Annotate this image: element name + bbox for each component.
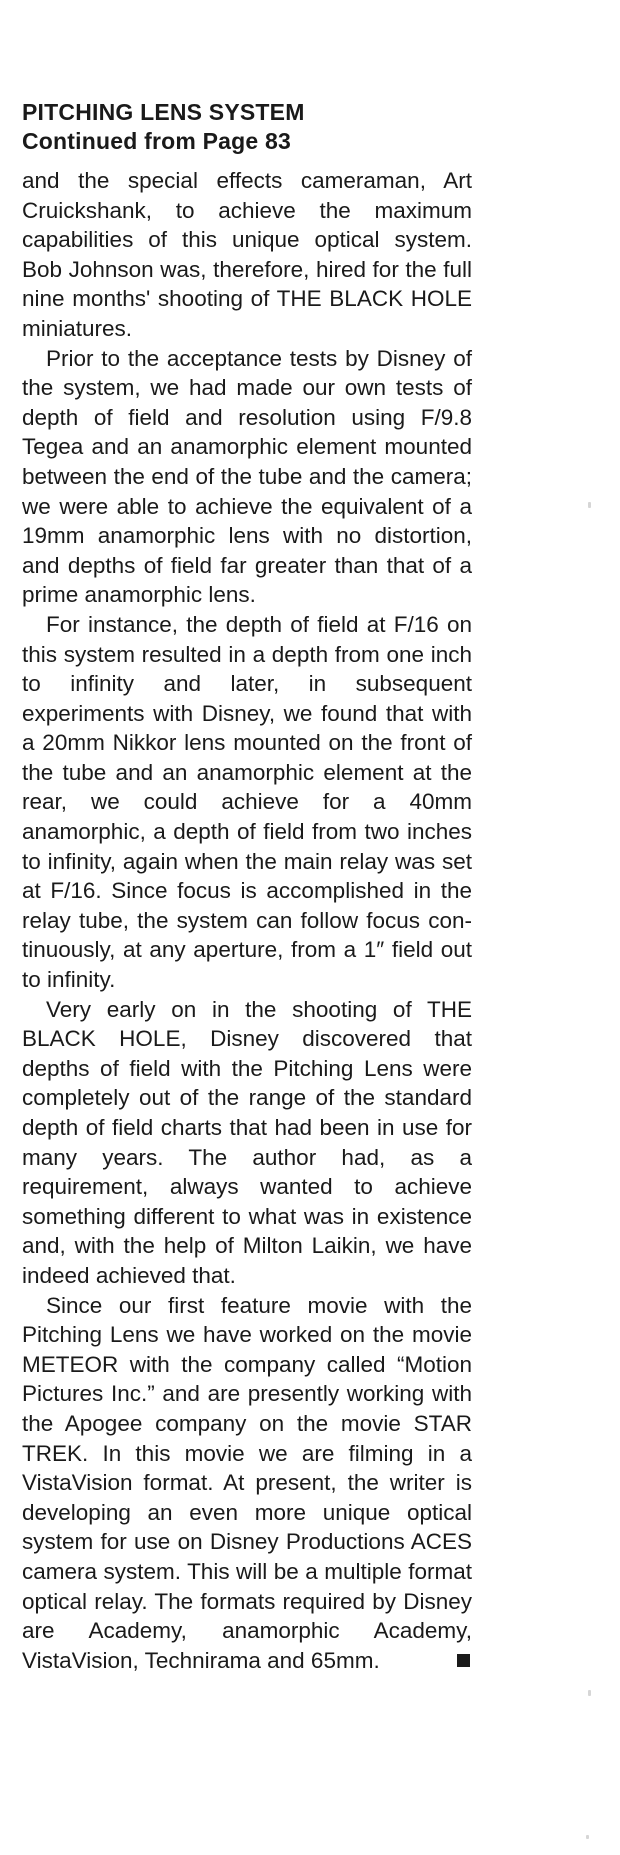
article-title: PITCHING LENS SYSTEM [22, 99, 305, 125]
article-body [22, 166, 472, 1675]
scan-speck [588, 502, 591, 508]
article-column [22, 98, 472, 1675]
article-heading [22, 98, 472, 156]
paragraph-5 [22, 1291, 472, 1676]
paragraph-4: Very early on in the shooting of THE BLACK HOLE, Disney discovered that depths of field with the Pitching Lens were completely out of the range of the standard depth of field charts that had been in use for many years. The author had, as a requirement, always wanted to achieve something different to what was in existence and, with the help of Milton Laikin, we have indeed achieved that. [22, 996, 472, 1288]
paragraph-2: Prior to the acceptance tests by Disney of the system, we had made our own tests of depth of field and resolution using F/9.8 Tegea and an anamorphic element mounted between the end of the tube and the camera; we were able to achieve the equivalent of a 19mm anamorphic lens with no distortion, and depths of field far greater than that of a prime anamorphic lens. [22, 345, 472, 608]
paragraph-1: and the special effects cameraman, Art Cruickshank, to achieve the maximum capabilities of this unique optical system. Bob Johnson was, therefore, hired for the full nine months' shooting of THE BLACK HOLE miniatures. [22, 168, 472, 341]
paragraph-5-text: Since our first feature movie with the Pitching Lens we have worked on the movie METEOR with the company called “Motion Pictures Inc.” and are presently working with the Apogee company on the movie STAR TREK. In this movie we are filming in a VistaVision format. At present, the writer is developing an even more unique optical system for use on Disney Productions ACES camera system. This will be a multiple format optical relay. The formats required by Disney are Academy, anamorphic Academy, VistaVision, Technirama and 65mm. [22, 1292, 472, 1673]
scan-speck [586, 1835, 589, 1839]
continued-from-line: Continued from Page 83 [22, 128, 291, 154]
scan-speck [588, 1690, 591, 1696]
end-of-article-mark [457, 1654, 470, 1667]
paragraph-3: For instance, the depth of field at F/16 on this system resulted in a depth from one inch to infinity and later, in subsequent experiments with Disney, we found that with a 20mm Nikkor lens mounted on the front of the tube and an anamorphic element at the rear, we could achieve for a 40mm anamorphic, a depth of field from two inches to infinity, again when the main relay was set at F/16. Since focus is accomplished in the relay tube, the system can follow focus continuously, at any aperture, from a 1″ field out to infinity. [22, 611, 472, 993]
